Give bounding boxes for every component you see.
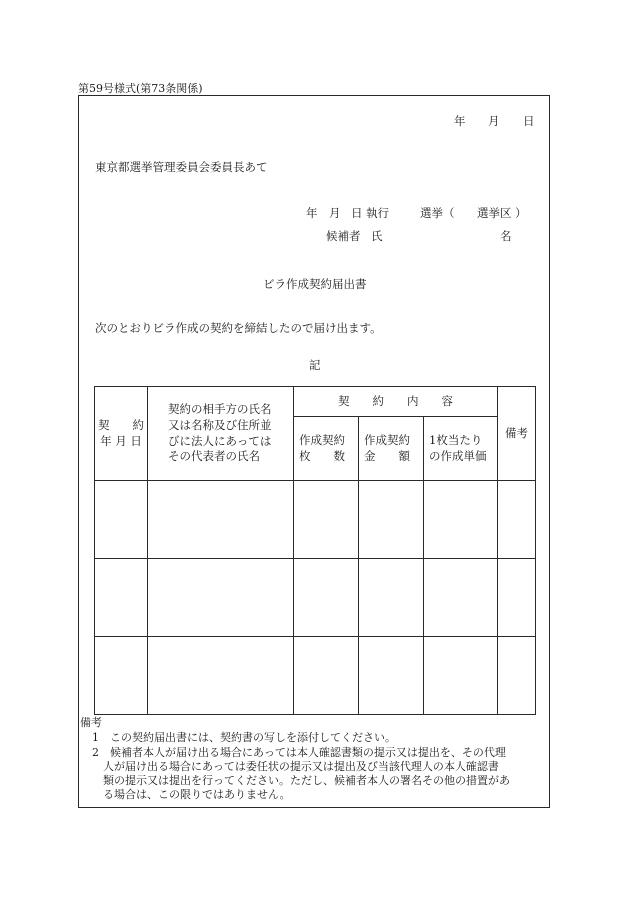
header-remarks: 備考 [498, 387, 536, 481]
header-contract-date [95, 387, 148, 481]
cell-date[interactable] [95, 559, 148, 637]
cell-amount[interactable] [359, 559, 424, 637]
header-counterparty-line1: 契約の相手方の氏名 [168, 402, 272, 417]
header-counterparty [148, 387, 294, 481]
cell-counterparty[interactable] [148, 637, 294, 715]
header-contract-amount [359, 417, 424, 481]
table-row [95, 559, 536, 637]
election-name: 選挙（ [420, 206, 455, 220]
header-unit-price-line2: の作成単価 [429, 448, 487, 463]
candidate-name-end: 名 [500, 229, 512, 243]
election-district: 選挙区 ） [477, 206, 527, 220]
cell-sheet-count[interactable] [294, 637, 359, 715]
election-year: 年 [306, 206, 318, 220]
header-counterparty-line2: 又は名称及び住所並 [168, 417, 272, 432]
header-contract-amount-line1: 作成契約 [364, 432, 410, 447]
ki-label: 記 [309, 358, 321, 372]
cell-sheet-count[interactable] [294, 559, 359, 637]
cell-remarks[interactable] [498, 637, 536, 715]
header-sheet-count-line2: 枚 数 [299, 448, 345, 463]
election-held: 執行 [366, 206, 389, 220]
header-contract-content: 契 約 内 容 [294, 387, 498, 417]
addressee: 東京都選挙管理委員会委員長あて [95, 160, 268, 174]
election-month: 月 [329, 206, 341, 220]
cell-unit-price[interactable] [424, 481, 498, 559]
cell-unit-price[interactable] [424, 637, 498, 715]
table-row [95, 481, 536, 559]
date-year: 年 [454, 114, 466, 128]
header-sheet-count [294, 417, 359, 481]
notes-item-2-line4: る場合は、この限りではありません。 [103, 788, 291, 801]
header-sheet-count-line1: 作成契約 [299, 432, 345, 447]
header-counterparty-line4: その代表者の氏名 [168, 449, 260, 464]
notes-item-2-line2: 人が届け出る場合にあっては委任状の提示又は提出及び当該代理人の本人確認書 [103, 760, 499, 773]
cell-remarks[interactable] [498, 559, 536, 637]
date-month: 月 [488, 114, 500, 128]
document-title: ビラ作成契約届出書 [263, 277, 367, 291]
cell-amount[interactable] [359, 481, 424, 559]
notes-item-1: 1 この契約届出書には、契約書の写しを添付してください。 [92, 731, 396, 744]
notes-item-2-line3: 類の提示又は提出を行ってください。ただし、候補者本人の署名その他の措置があ [103, 774, 510, 787]
candidate-name-start: 氏 [371, 229, 383, 243]
cell-date[interactable] [95, 637, 148, 715]
notes-item-2 [92, 746, 510, 802]
contract-table [94, 386, 536, 715]
form-number: 第59号様式(第73条関係) [78, 82, 203, 95]
table-row [95, 637, 536, 715]
cell-remarks[interactable] [498, 481, 536, 559]
header-contract-amount-line2: 金 額 [364, 448, 410, 463]
cell-unit-price[interactable] [424, 559, 498, 637]
header-contract-date-line1: 契 約 [98, 417, 144, 432]
notes-heading: 備考 [80, 716, 102, 729]
body-text: 次のとおりビラ作成の契約を締結したので届け出ます。 [95, 321, 382, 335]
cell-date[interactable] [95, 481, 148, 559]
cell-counterparty[interactable] [148, 481, 294, 559]
header-unit-price [424, 417, 498, 481]
cell-amount[interactable] [359, 637, 424, 715]
cell-counterparty[interactable] [148, 559, 294, 637]
election-day: 日 [351, 206, 363, 220]
candidate-label: 候補者 [326, 229, 361, 243]
date-day: 日 [523, 114, 535, 128]
header-contract-date-line2: 年 月 日 [100, 433, 142, 448]
notes-item-2-line1: 2 候補者本人が届け出る場合にあっては本人確認書類の提示又は提出を、その代理 [92, 746, 506, 759]
header-counterparty-line3: びに法人にあっては [168, 433, 272, 448]
cell-sheet-count[interactable] [294, 481, 359, 559]
header-unit-price-line1: 1枚当たり [429, 432, 483, 447]
